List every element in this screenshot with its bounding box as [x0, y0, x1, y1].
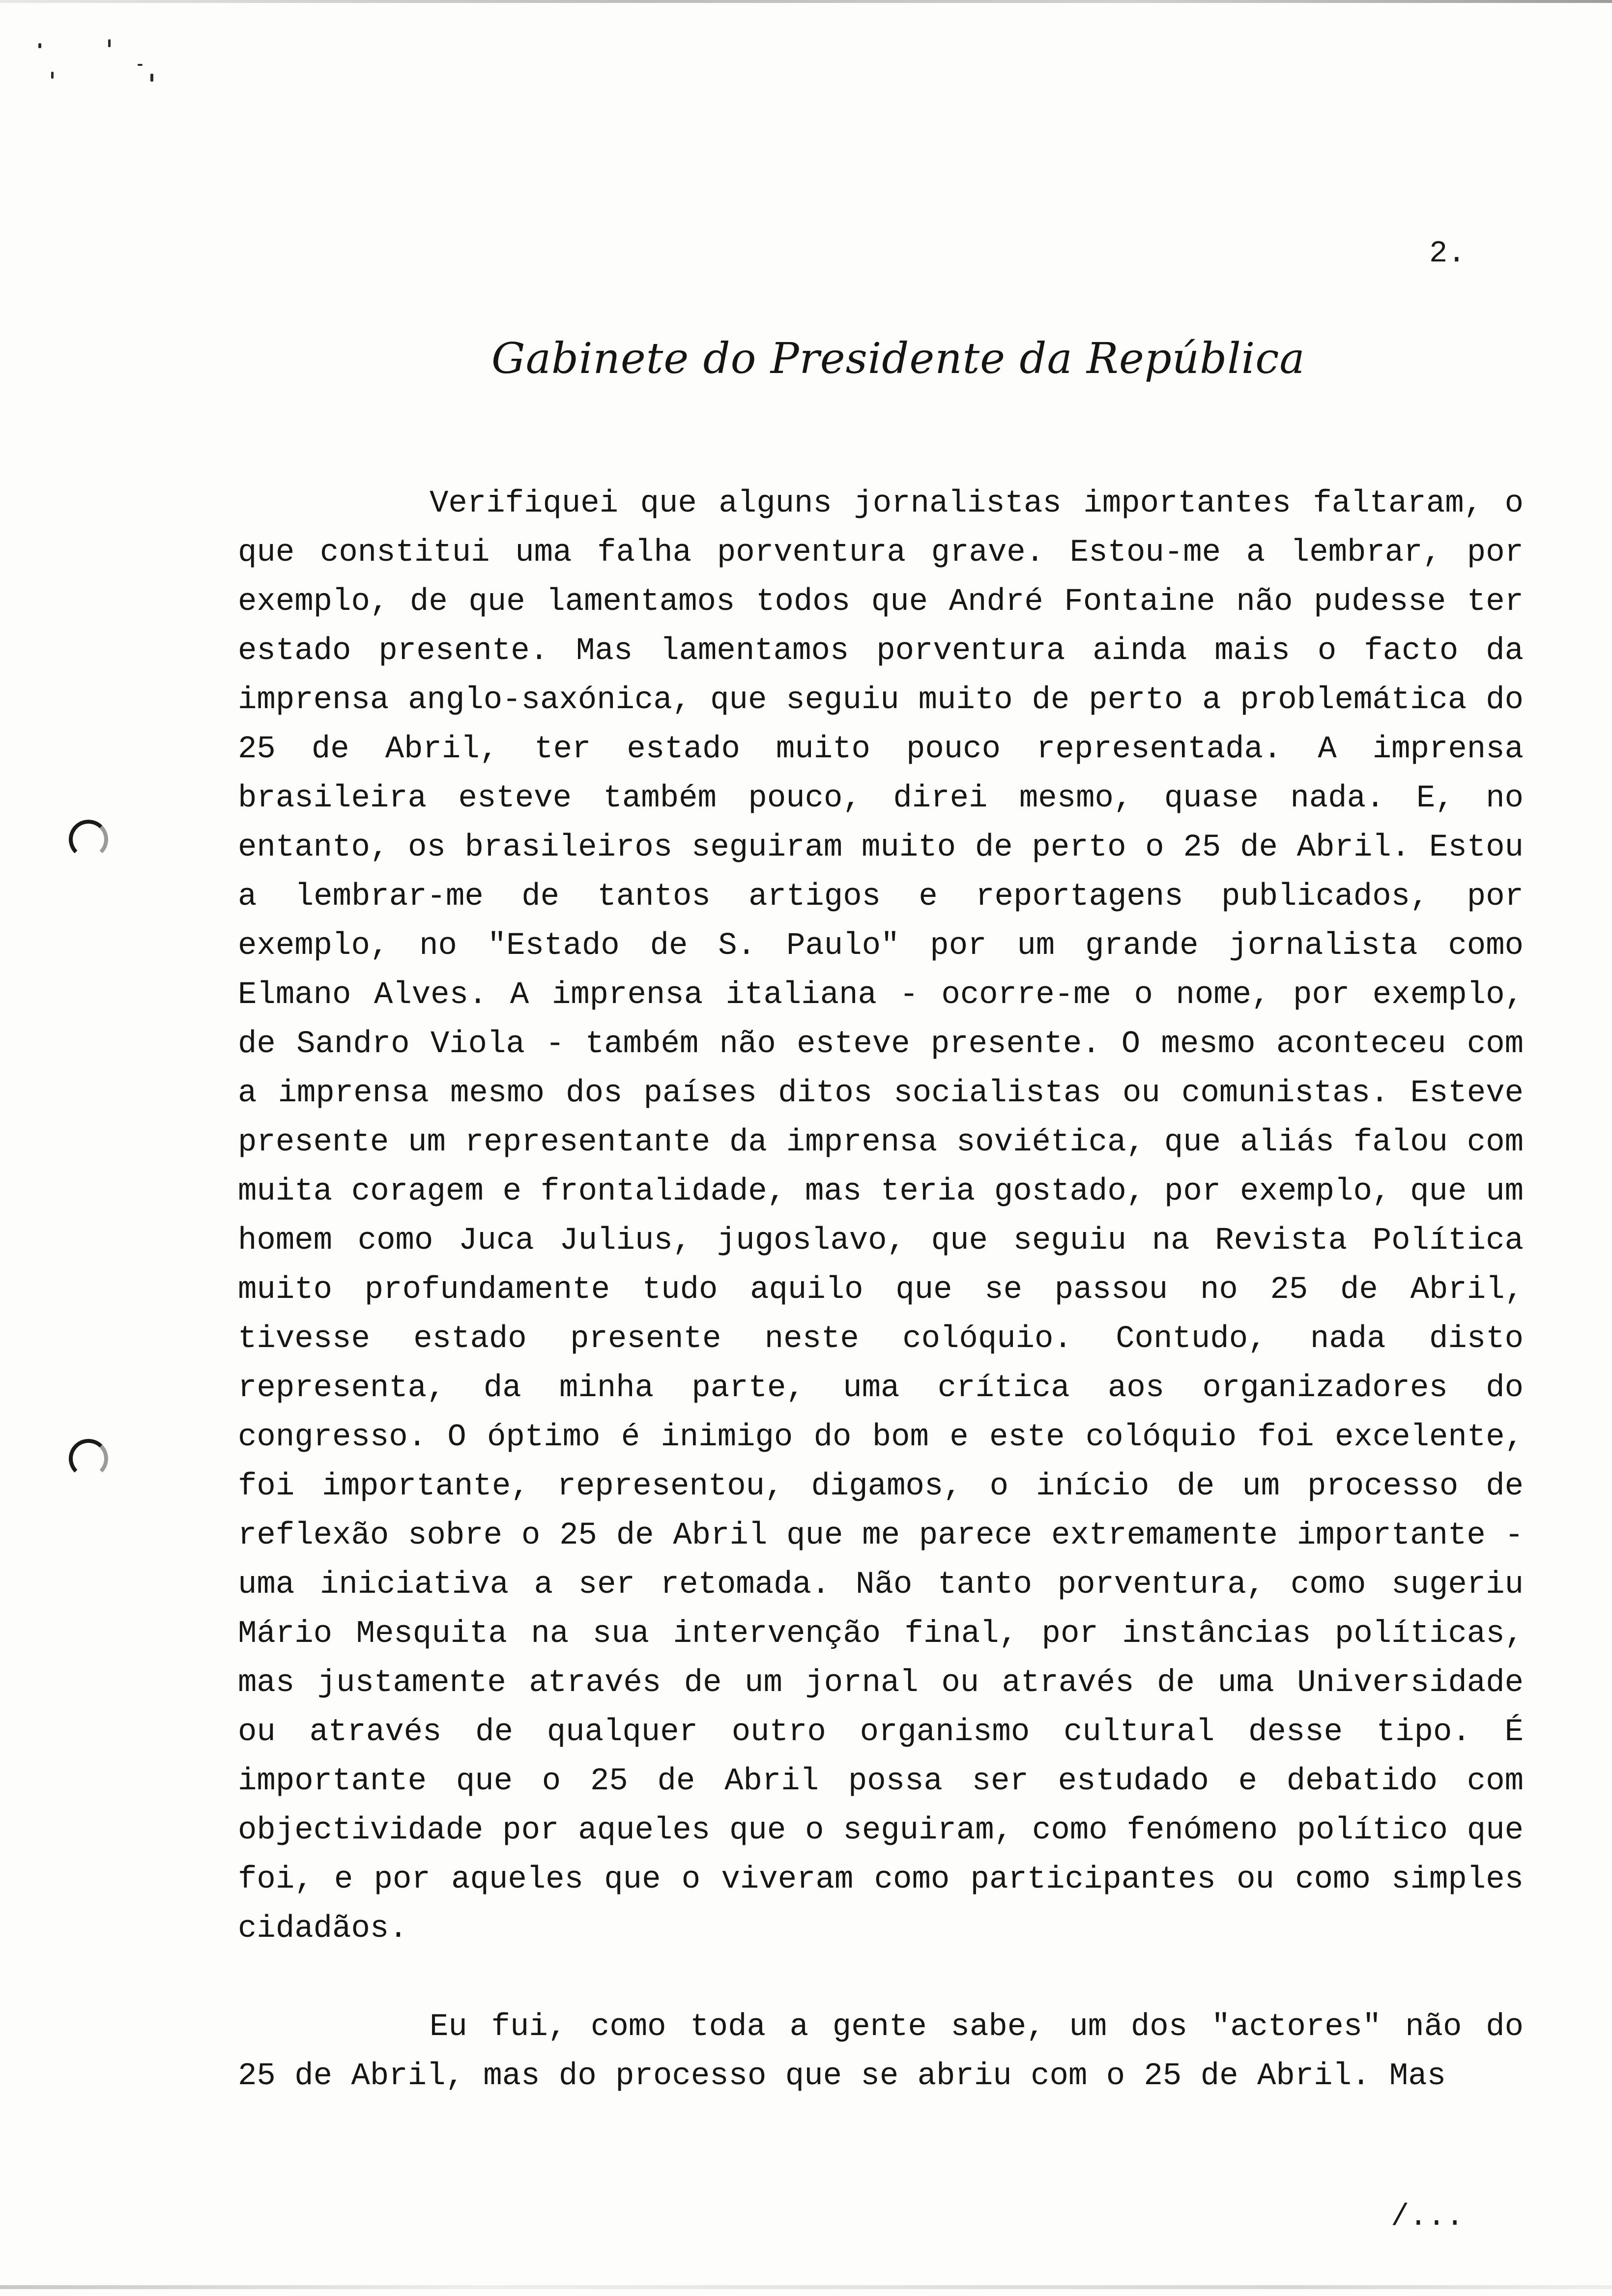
punch-hole — [69, 1439, 108, 1478]
scan-bottom-edge — [0, 2285, 1612, 2289]
scan-speck — [138, 64, 143, 66]
scan-top-edge — [0, 0, 1612, 3]
punch-hole — [69, 820, 108, 859]
scan-speck — [51, 72, 54, 79]
paragraph: Eu fui, como toda a gente sabe, um dos "actores" não do 25 de Abril, mas do processo que se abriu com o 25 de Abril. Mas — [238, 2009, 1524, 2094]
paragraph: Verifiquei que alguns jornalistas importantes faltaram, o que constitui uma falha porventura grave. Estou-me a lembrar, por exemplo, de que lamentamos todos que André Fontaine não pudesse ter estado presente. Mas lamentamos porventura ainda mais o facto da imprensa anglo-saxónica, que seguiu muito de perto a problemática do 25 de Abril, ter estado muito pouco representada. A imprensa brasileira esteve também pouco, direi mesmo, quase nada. E, no entanto, os brasileiros seguiram muito de perto o 25 de Abril. Estou a lembrar-me de tantos artigos e reportagens publicados, por exemplo, no "Estado de S. Paulo" por um grande jornalista como Elmano Alves. A imprensa italiana - ocorre-me o nome, por exemplo, de Sandro Viola - também não esteve presente. O mesmo aconteceu com a imprensa mesmo dos países ditos socialistas ou comunistas. Esteve presente um representante da imprensa soviética, que aliás falou com muita coragem e frontalidade, mas teria gostado, por exemplo, que um homem como Juca Julius, jugoslavo, que seguiu na Revista Política muito profundamente tudo aquilo que se passou no 25 de Abril, tivesse estado presente neste colóquio. Contudo, nada disto representa, da minha parte, uma crítica aos organizadores do congresso. O óptimo é inimigo do bom e este colóquio foi excelente, foi importante, representou, digamos, o início de um processo de reflexão sobre o 25 de Abril que me parece extremamente importante - uma iniciativa a ser retomada. Não tanto porventura, como sugeriu Mário Mesquita na sua intervenção final, por instâncias políticas, mas justamente através de um jornal ou através de uma Universidade ou através de qualquer outro organismo cultural desse tipo. É importante que o 25 de Abril possa ser estudado e debatido com objectividade por aqueles que o seguiram, como fenómeno político que foi, e por aqueles que o viveram como participantes ou como simples cidadãos. — [238, 486, 1524, 1947]
scan-speck — [108, 39, 111, 47]
page-number: 2. — [1429, 236, 1466, 271]
letterhead: Gabinete do Presidente da República — [491, 334, 1305, 383]
scan-speck — [38, 43, 41, 48]
body-text — [238, 479, 1524, 2101]
continuation-mark: /... — [1391, 2199, 1464, 2234]
scan-speck — [150, 74, 153, 82]
